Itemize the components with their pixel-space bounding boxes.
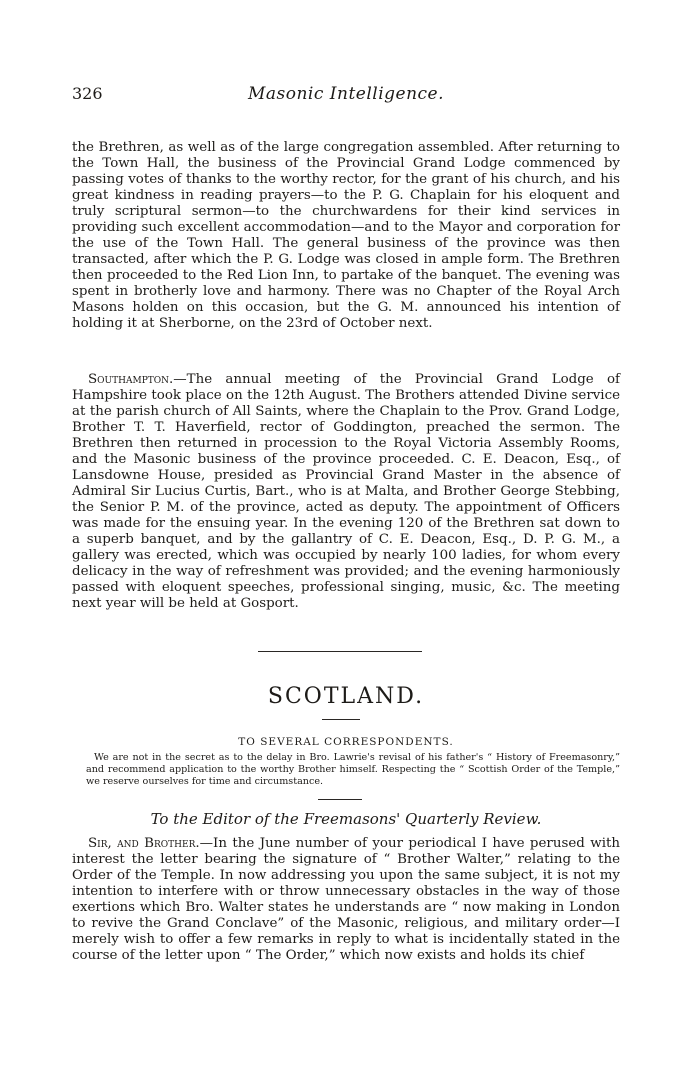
place-heading: Southampton.	[88, 372, 174, 387]
paragraph-text: —The annual meeting of the Provincial Grand Lodge of Hampshire took place on the 12th August. The Brothers attended Divine service at the parish church of All Saints, where the Chaplain to the Prov. Grand Lodge, Brother T. T. Haverfield, rector of Goddington, preached the sermon. The Brethren then returned in procession to the Royal Victoria Assembly Rooms, and the Masonic business of the province proceeded. C. E. Deacon, Esq., of Lansdowne House, presided as Provincial Grand Master in the absence of Admiral Sir Lucius Curtis, Bart., who is at Malta, and Brother George Stebbing, the Senior P. M. of the province, acted as deputy. The appointment of Officers was made for the ensuing year. In the evening 120 of the Brethren sat down to a superb banquet, and by the gallantry of C. E. Deacon, Esq., D. P. G. M., a gallery was erected, which was occupied by nearly 100 ladies, for whom every delicacy in the way of refreshment was provided; and the evening harmoniously passed with eloquent speeches, professional singing, music, &c. The meeting next year will be held at Gosport.	[72, 372, 620, 611]
paragraph-southampton	[72, 372, 620, 612]
correspondents-notice: We are not in the secret as to the delay in Bro. Lawrie's revisal of his father's “ History of Freemasonry,” and recommend application to the worthy Brother himself. Respecting the “ Scottish Order of the Temple,” we reserve ourselves for time and circumstance.	[86, 752, 620, 787]
paragraph-text: the Brethren, as well as of the large congregation assembled. After returning to the Town Hall, the business of the Provincial Grand Lodge commenced by passing votes of thanks to the worthy rector, for the grant of his church, and his great kindness in reading prayers—to the P. G. Chaplain for his eloquent and truly scriptural sermon—to the churchwardens for their kind services in providing such excellent accommodation—and to the Mayor and corporation for the use of the Town Hall. The general business of the province was then transacted, after which the P. G. Lodge was closed in ample form. The Brethren then proceeded to the Red Lion Inn, to partake of the banquet. The evening was spent in brotherly love and harmony. There was no Chapter of the Royal Arch Masons holden on this occasion, but the G. M. announced his intention of holding it at Sherborne, on the 23rd of October next.	[72, 140, 620, 331]
letter-body	[72, 836, 620, 964]
letter-heading: To the Editor of the Freemasons' Quarterly Review.	[150, 810, 542, 828]
page-header	[72, 84, 620, 106]
paragraph-continued	[72, 140, 620, 332]
salutation: Sir, and Brother.	[88, 836, 200, 851]
short-rule	[322, 719, 360, 720]
page-number: 326	[72, 84, 103, 103]
short-rule	[318, 799, 362, 800]
letter-text: —In the June number of your periodical I have perused with interest the letter bearing the signature of “ Brother Walter,” relating to the Order of the Temple. In now addressing you upon the same subject, it is not my intention to interfere with or throw unnecessary obstacles in the way of those exertions which Bro. Walter states he understands are “ now making in London to revive the Grand Conclave” of the Masonic, religious, and military order—I merely wish to offer a few remarks in reply to what is incidentally stated in the course of the letter upon “ The Order,” which now exists and holds its chief	[72, 836, 620, 963]
section-divider	[258, 651, 422, 652]
correspondents-heading: TO SEVERAL CORRESPONDENTS.	[238, 736, 454, 748]
running-title: Masonic Intelligence.	[247, 84, 445, 104]
section-title: SCOTLAND.	[267, 684, 425, 709]
